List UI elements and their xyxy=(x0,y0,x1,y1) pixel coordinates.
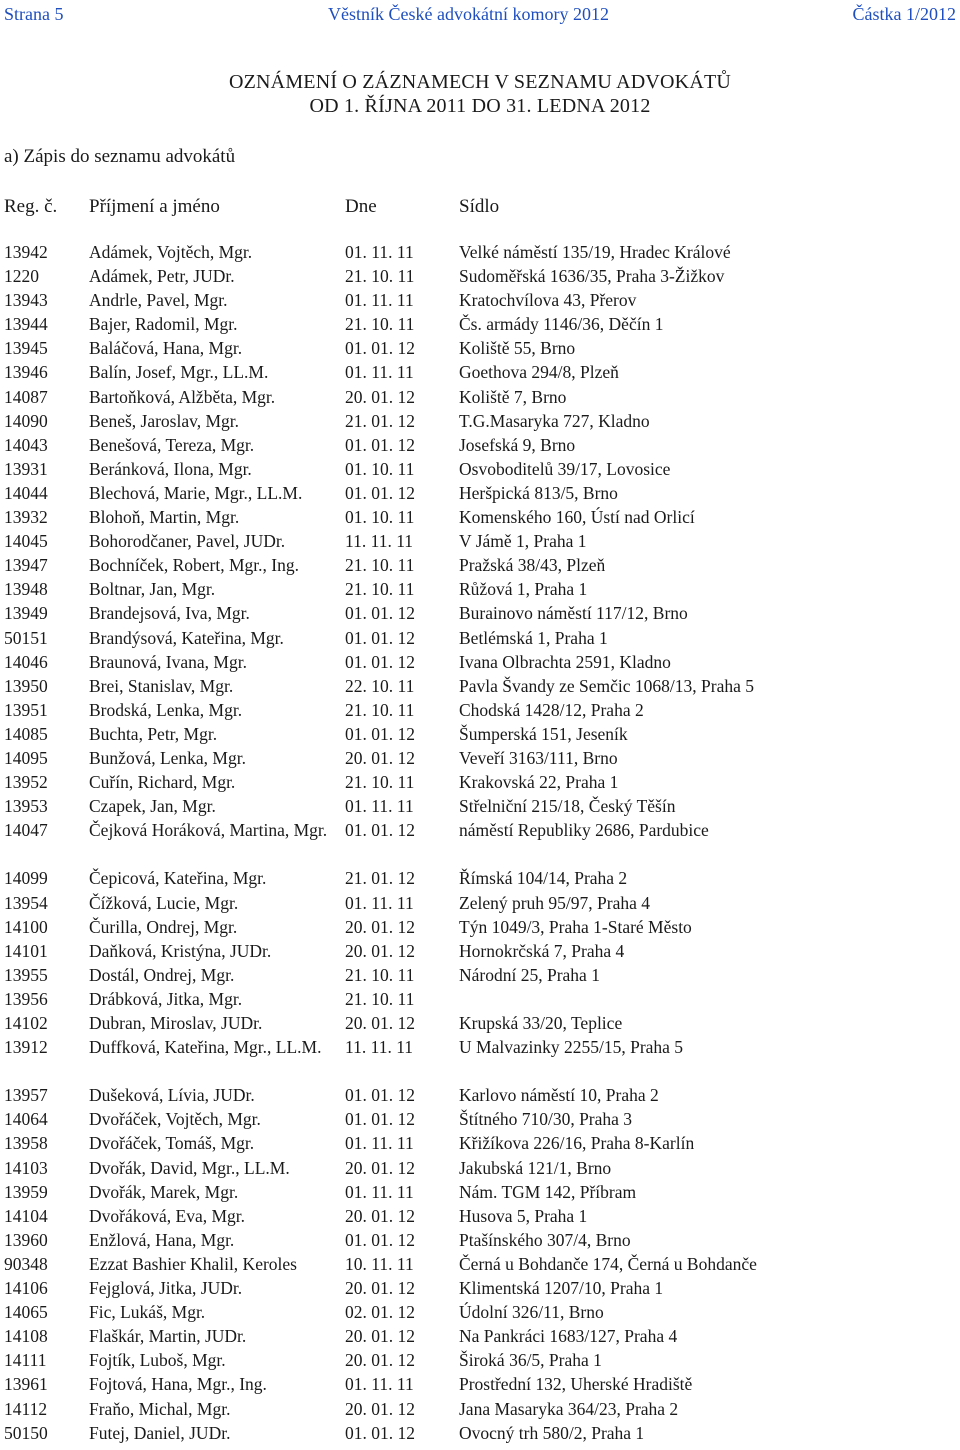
row-date: 20. 01. 12 xyxy=(345,1157,415,1178)
row-name: Fojtík, Luboš, Mgr. xyxy=(89,1350,226,1371)
row-name: Bajer, Radomil, Mgr. xyxy=(89,314,238,335)
row-name: Dvořáková, Eva, Mgr. xyxy=(89,1205,246,1226)
row-date: 20. 01. 12 xyxy=(345,1398,415,1419)
row-name: Flaškár, Martin, JUDr. xyxy=(89,1326,247,1347)
row-seat: Ovocný trh 580/2, Praha 1 xyxy=(459,1422,645,1443)
row-reg: 13942 xyxy=(4,242,48,262)
row-reg: 14103 xyxy=(4,1157,48,1178)
table-row xyxy=(0,1131,960,1155)
row-reg: 14101 xyxy=(4,940,48,961)
row-name: Drábková, Jitka, Mgr. xyxy=(89,988,243,1009)
row-reg: 13950 xyxy=(4,675,48,696)
table-row xyxy=(0,1397,960,1421)
row-seat: Sudoměřská 1636/35, Praha 3-Žižkov xyxy=(459,266,725,287)
row-date: 01. 11. 11 xyxy=(345,242,414,262)
row-date: 01. 10. 11 xyxy=(345,507,415,528)
row-seat: Čs. armády 1146/36, Děčín 1 xyxy=(459,314,664,335)
row-date: 20. 01. 12 xyxy=(345,1278,415,1299)
publication-title: Věstník České advokátní komory 2012 xyxy=(328,4,609,24)
row-date: 20. 01. 12 xyxy=(345,1350,415,1371)
row-name: Brei, Stanislav, Mgr. xyxy=(89,675,234,696)
row-seat: Římská 104/14, Praha 2 xyxy=(459,868,628,889)
row-reg: 13959 xyxy=(4,1181,48,1202)
row-reg: 13951 xyxy=(4,699,48,720)
row-reg: 13944 xyxy=(4,314,48,335)
row-date: 21. 10. 11 xyxy=(345,988,415,1009)
row-name: Beneš, Jaroslav, Mgr. xyxy=(89,410,240,431)
row-name: Bartoňková, Alžběta, Mgr. xyxy=(89,386,276,407)
row-seat: Husova 5, Praha 1 xyxy=(459,1205,588,1226)
table-row xyxy=(0,481,960,505)
row-seat: U Malvazinky 2255/15, Praha 5 xyxy=(459,1037,684,1058)
row-name: Dvořáček, Tomáš, Mgr. xyxy=(89,1133,255,1154)
row-date: 20. 01. 12 xyxy=(345,1326,415,1347)
row-date: 01. 01. 12 xyxy=(345,434,415,455)
row-seat: Josefská 9, Brno xyxy=(459,434,576,455)
row-date: 21. 10. 11 xyxy=(345,579,415,600)
row-date: 02. 01. 12 xyxy=(345,1302,415,1323)
row-name: Bochníček, Robert, Mgr., Ing. xyxy=(89,555,299,576)
row-seat: Koliště 55, Brno xyxy=(459,338,576,359)
row-seat: Nám. TGM 142, Příbram xyxy=(459,1181,637,1202)
row-reg: 90348 xyxy=(4,1253,48,1274)
row-seat: Heršpická 813/5, Brno xyxy=(459,482,618,503)
table-row xyxy=(0,1276,960,1300)
row-name: Andrle, Pavel, Mgr. xyxy=(89,290,228,311)
row-seat: Černá u Bohdanče 174, Černá u Bohdanče xyxy=(459,1253,757,1274)
row-name: Čepicová, Kateřina, Mgr. xyxy=(89,868,267,889)
header-date: Dne xyxy=(345,196,377,217)
row-seat: Klimentská 1207/10, Praha 1 xyxy=(459,1278,664,1299)
table-row xyxy=(0,1156,960,1180)
table-row xyxy=(0,818,960,866)
table-row xyxy=(0,891,960,915)
row-reg: 50151 xyxy=(4,627,48,648)
table-row xyxy=(0,698,960,722)
table-row xyxy=(0,746,960,770)
running-head xyxy=(0,0,960,26)
row-seat: Prostřední 132, Uherské Hradiště xyxy=(459,1374,693,1395)
table-row xyxy=(0,1011,960,1035)
document-title xyxy=(0,70,960,118)
row-name: Duffková, Kateřina, Mgr., LL.M. xyxy=(89,1037,322,1058)
row-name: Dvořák, David, Mgr., LL.M. xyxy=(89,1157,290,1178)
row-seat: V Jámě 1, Praha 1 xyxy=(459,531,587,552)
row-reg: 13958 xyxy=(4,1133,48,1154)
row-name: Bohorodčaner, Pavel, JUDr. xyxy=(89,531,286,552)
row-seat: Údolní 326/11, Brno xyxy=(459,1302,604,1323)
title-line-2: OD 1. ŘÍJNA 2011 DO 31. LEDNA 2012 xyxy=(309,95,651,117)
row-seat: Týn 1049/3, Praha 1-Staré Město xyxy=(459,916,692,937)
table-row xyxy=(0,674,960,698)
row-date: 21. 10. 11 xyxy=(345,555,415,576)
table-row xyxy=(0,312,960,336)
table-row xyxy=(0,1180,960,1204)
row-date: 21. 10. 11 xyxy=(345,699,415,720)
row-date: 01. 11. 11 xyxy=(345,1133,414,1154)
row-name: Fejglová, Jitka, JUDr. xyxy=(89,1278,243,1299)
table-header xyxy=(0,196,960,220)
row-reg: 14104 xyxy=(4,1205,48,1226)
row-name: Čížková, Lucie, Mgr. xyxy=(89,892,239,913)
row-name: Fraňo, Michal, Mgr. xyxy=(89,1398,231,1419)
row-date: 21. 10. 11 xyxy=(345,314,415,335)
row-reg: 14043 xyxy=(4,434,48,455)
row-name: Czapek, Jan, Mgr. xyxy=(89,796,216,817)
row-seat: T.G.Masaryka 727, Kladno xyxy=(459,410,650,431)
row-date: 20. 01. 12 xyxy=(345,747,415,768)
row-reg: 14087 xyxy=(4,386,48,407)
row-date: 01. 11. 11 xyxy=(345,1181,414,1202)
table-row xyxy=(0,915,960,939)
table-row xyxy=(0,360,960,384)
row-reg: 13947 xyxy=(4,555,48,576)
table-row xyxy=(0,529,960,553)
row-seat: Hornokrčská 7, Praha 4 xyxy=(459,940,625,961)
row-name: Brandejsová, Iva, Mgr. xyxy=(89,603,250,624)
row-reg: 13952 xyxy=(4,772,48,793)
row-seat: Šumperská 151, Jeseník xyxy=(459,723,628,744)
row-seat: Jakubská 121/1, Brno xyxy=(459,1157,612,1178)
table-row xyxy=(0,1107,960,1131)
table-row xyxy=(0,240,960,264)
row-seat: Zelený pruh 95/97, Praha 4 xyxy=(459,892,650,913)
row-name: Dvořák, Marek, Mgr. xyxy=(89,1181,239,1202)
row-name: Fic, Lukáš, Mgr. xyxy=(89,1302,206,1323)
row-name: Beránková, Ilona, Mgr. xyxy=(89,458,252,479)
row-reg: 13956 xyxy=(4,988,48,1009)
row-reg: 50150 xyxy=(4,1422,48,1443)
row-date: 10. 11. 11 xyxy=(345,1253,414,1274)
table-row xyxy=(0,553,960,577)
row-reg: 13912 xyxy=(4,1037,48,1058)
row-date: 01. 11. 11 xyxy=(345,892,414,913)
table-row xyxy=(0,1421,960,1445)
row-reg: 14100 xyxy=(4,916,48,937)
row-reg: 14047 xyxy=(4,820,48,841)
row-seat: Koliště 7, Brno xyxy=(459,386,567,407)
table-row xyxy=(0,722,960,746)
title-line-1: OZNÁMENÍ O ZÁZNAMECH V SEZNAMU ADVOKÁTŮ xyxy=(228,71,732,93)
table-row xyxy=(0,336,960,360)
table-row xyxy=(0,1204,960,1228)
row-date: 01. 01. 12 xyxy=(345,820,415,841)
row-seat: Jana Masaryka 364/23, Praha 2 xyxy=(459,1398,679,1419)
row-date: 21. 10. 11 xyxy=(345,772,415,793)
section-heading: a) Zápis do seznamu advokátů xyxy=(4,146,236,167)
row-reg: 14108 xyxy=(4,1326,48,1347)
row-reg: 14046 xyxy=(4,651,48,672)
row-name: Boltnar, Jan, Mgr. xyxy=(89,579,216,600)
row-seat: Komenského 160, Ústí nad Orlicí xyxy=(459,507,695,528)
row-name: Daňková, Kristýna, JUDr. xyxy=(89,940,272,961)
row-seat: Ptašínského 307/4, Brno xyxy=(459,1229,631,1250)
row-reg: 14085 xyxy=(4,723,48,744)
row-date: 01. 01. 12 xyxy=(345,338,415,359)
row-date: 21. 10. 11 xyxy=(345,266,415,287)
row-seat: Chodská 1428/12, Praha 2 xyxy=(459,699,644,720)
table-row xyxy=(0,288,960,312)
row-reg: 13960 xyxy=(4,1229,48,1250)
row-name: Blohoň, Martin, Mgr. xyxy=(89,507,240,528)
row-date: 20. 01. 12 xyxy=(345,386,415,407)
row-name: Benešová, Tereza, Mgr. xyxy=(89,434,255,455)
row-name: Balín, Josef, Mgr., LL.M. xyxy=(89,362,269,383)
row-reg: 13945 xyxy=(4,338,48,359)
row-date: 01. 01. 12 xyxy=(345,1422,415,1443)
row-date: 01. 01. 12 xyxy=(345,1109,415,1130)
row-name: Cuřín, Richard, Mgr. xyxy=(89,772,236,793)
row-name: Fojtová, Hana, Mgr., Ing. xyxy=(89,1374,267,1395)
row-seat: Velké náměstí 135/19, Hradec Králové xyxy=(459,242,731,262)
row-seat: Osvoboditelů 39/17, Lovosice xyxy=(459,458,671,479)
row-seat: Národní 25, Praha 1 xyxy=(459,964,600,985)
table-row xyxy=(0,264,960,288)
page-number: Strana 5 xyxy=(4,4,64,24)
table-row xyxy=(0,770,960,794)
row-seat: Kratochvílova 43, Přerov xyxy=(459,290,637,311)
table-row xyxy=(0,866,960,890)
row-reg: 13946 xyxy=(4,362,48,383)
row-name: Braunová, Ivana, Mgr. xyxy=(89,651,247,672)
row-reg: 13957 xyxy=(4,1085,48,1106)
row-reg: 13931 xyxy=(4,458,48,479)
row-name: Dvořáček, Vojtěch, Mgr. xyxy=(89,1109,261,1130)
row-reg: 14064 xyxy=(4,1109,48,1130)
row-date: 20. 01. 12 xyxy=(345,916,415,937)
row-date: 20. 01. 12 xyxy=(345,1013,415,1033)
row-name: Adámek, Petr, JUDr. xyxy=(89,266,235,287)
table-row xyxy=(0,650,960,674)
table-row xyxy=(0,1300,960,1324)
row-reg: 14044 xyxy=(4,482,48,503)
row-name: Enžlová, Hana, Mgr. xyxy=(89,1229,235,1250)
row-reg: 14111 xyxy=(4,1350,47,1371)
row-date: 21. 01. 12 xyxy=(345,868,415,889)
row-reg: 14102 xyxy=(4,1013,48,1033)
row-seat: Střelniční 215/18, Český Těšín xyxy=(459,796,676,817)
row-name: Dostál, Ondrej, Mgr. xyxy=(89,964,235,985)
table-row xyxy=(0,626,960,650)
row-date: 01. 01. 12 xyxy=(345,723,415,744)
row-name: Adámek, Vojtěch, Mgr. xyxy=(89,242,253,262)
row-name: Buchta, Petr, Mgr. xyxy=(89,723,218,744)
table-row xyxy=(0,457,960,481)
table-row xyxy=(0,577,960,601)
row-name: Bunžová, Lenka, Mgr. xyxy=(89,747,246,768)
table-row xyxy=(0,1252,960,1276)
table-row xyxy=(0,505,960,529)
table-row xyxy=(0,433,960,457)
row-reg: 13943 xyxy=(4,290,48,311)
row-seat: Krupská 33/20, Teplice xyxy=(459,1013,623,1033)
row-reg: 13955 xyxy=(4,964,48,985)
table-row xyxy=(0,1083,960,1107)
row-name: Brodská, Lenka, Mgr. xyxy=(89,699,243,720)
row-name: Baláčová, Hana, Mgr. xyxy=(89,338,243,359)
table-row xyxy=(0,794,960,818)
row-name: Dušeková, Lívia, JUDr. xyxy=(89,1085,255,1106)
row-name: Čurilla, Ondrej, Mgr. xyxy=(89,916,238,937)
row-seat: Široká 36/5, Praha 1 xyxy=(459,1350,602,1371)
row-name: Futej, Daniel, JUDr. xyxy=(89,1422,231,1443)
row-reg: 14112 xyxy=(4,1398,48,1419)
table-row xyxy=(0,987,960,1011)
issue-number: Částka 1/2012 xyxy=(852,4,956,24)
row-seat: Pražská 38/43, Plzeň xyxy=(459,555,606,576)
row-date: 01. 11. 11 xyxy=(345,1374,414,1395)
row-seat: Burainovo náměstí 117/12, Brno xyxy=(459,603,688,624)
row-reg: 13954 xyxy=(4,892,48,913)
table-row xyxy=(0,1228,960,1252)
row-name: Dubran, Miroslav, JUDr. xyxy=(89,1013,263,1033)
row-date: 01. 01. 12 xyxy=(345,651,415,672)
row-date: 11. 11. 11 xyxy=(345,1037,414,1058)
row-name: Čejková Horáková, Martina, Mgr. xyxy=(89,820,328,841)
table-row xyxy=(0,601,960,625)
row-date: 20. 01. 12 xyxy=(345,940,415,961)
row-seat: Karlovo náměstí 10, Praha 2 xyxy=(459,1085,659,1106)
table-row xyxy=(0,385,960,409)
row-date: 01. 10. 11 xyxy=(345,458,415,479)
table-row xyxy=(0,1372,960,1396)
row-seat: Veveří 3163/111, Brno xyxy=(459,747,618,768)
row-date: 01. 01. 12 xyxy=(345,1085,415,1106)
header-reg: Reg. č. xyxy=(4,196,58,217)
table-row xyxy=(0,409,960,433)
row-date: 20. 01. 12 xyxy=(345,1205,415,1226)
row-name: Ezzat Bashier Khalil, Keroles xyxy=(89,1253,297,1274)
row-seat: Betlémská 1, Praha 1 xyxy=(459,627,608,648)
row-reg: 14106 xyxy=(4,1278,48,1299)
row-seat: Štítného 710/30, Praha 3 xyxy=(459,1109,633,1130)
row-date: 01. 01. 12 xyxy=(345,627,415,648)
row-seat: Pavla Švandy ze Semčic 1068/13, Praha 5 xyxy=(459,675,755,696)
row-reg: 14095 xyxy=(4,747,48,768)
table-row xyxy=(0,1348,960,1372)
row-seat: Na Pankráci 1683/127, Praha 4 xyxy=(459,1326,678,1347)
row-reg: 13948 xyxy=(4,579,48,600)
row-date: 01. 01. 12 xyxy=(345,603,415,624)
row-date: 01. 11. 11 xyxy=(345,362,414,383)
row-date: 01. 11. 11 xyxy=(345,290,414,311)
row-reg: 14045 xyxy=(4,531,48,552)
row-seat: Růžová 1, Praha 1 xyxy=(459,579,588,600)
row-reg: 13949 xyxy=(4,603,48,624)
row-date: 11. 11. 11 xyxy=(345,531,414,552)
row-name: Brandýsová, Kateřina, Mgr. xyxy=(89,627,284,648)
table-row xyxy=(0,1035,960,1083)
row-seat: Ivana Olbrachta 2591, Kladno xyxy=(459,651,671,672)
row-reg: 1220 xyxy=(4,266,39,287)
row-reg: 13953 xyxy=(4,796,48,817)
row-date: 22. 10. 11 xyxy=(345,675,415,696)
header-seat: Sídlo xyxy=(459,196,500,217)
row-date: 01. 01. 12 xyxy=(345,482,415,503)
advocate-table xyxy=(0,240,960,1445)
row-reg: 14065 xyxy=(4,1302,48,1323)
row-date: 01. 01. 12 xyxy=(345,1229,415,1250)
row-name: Blechová, Marie, Mgr., LL.M. xyxy=(89,482,303,503)
header-name: Příjmení a jméno xyxy=(89,196,220,217)
row-reg: 13932 xyxy=(4,507,48,528)
row-reg: 14090 xyxy=(4,410,48,431)
row-seat: Goethova 294/8, Plzeň xyxy=(459,362,619,383)
row-reg: 13961 xyxy=(4,1374,48,1395)
row-reg: 14099 xyxy=(4,868,48,889)
table-row xyxy=(0,939,960,963)
row-date: 21. 01. 12 xyxy=(345,410,415,431)
row-seat: Křižíkova 226/16, Praha 8-Karlín xyxy=(459,1133,695,1154)
table-row xyxy=(0,1324,960,1348)
row-date: 21. 10. 11 xyxy=(345,964,415,985)
row-seat: náměstí Republiky 2686, Pardubice xyxy=(459,820,709,841)
row-seat: Krakovská 22, Praha 1 xyxy=(459,772,619,793)
row-date: 01. 11. 11 xyxy=(345,796,414,817)
table-row xyxy=(0,963,960,987)
